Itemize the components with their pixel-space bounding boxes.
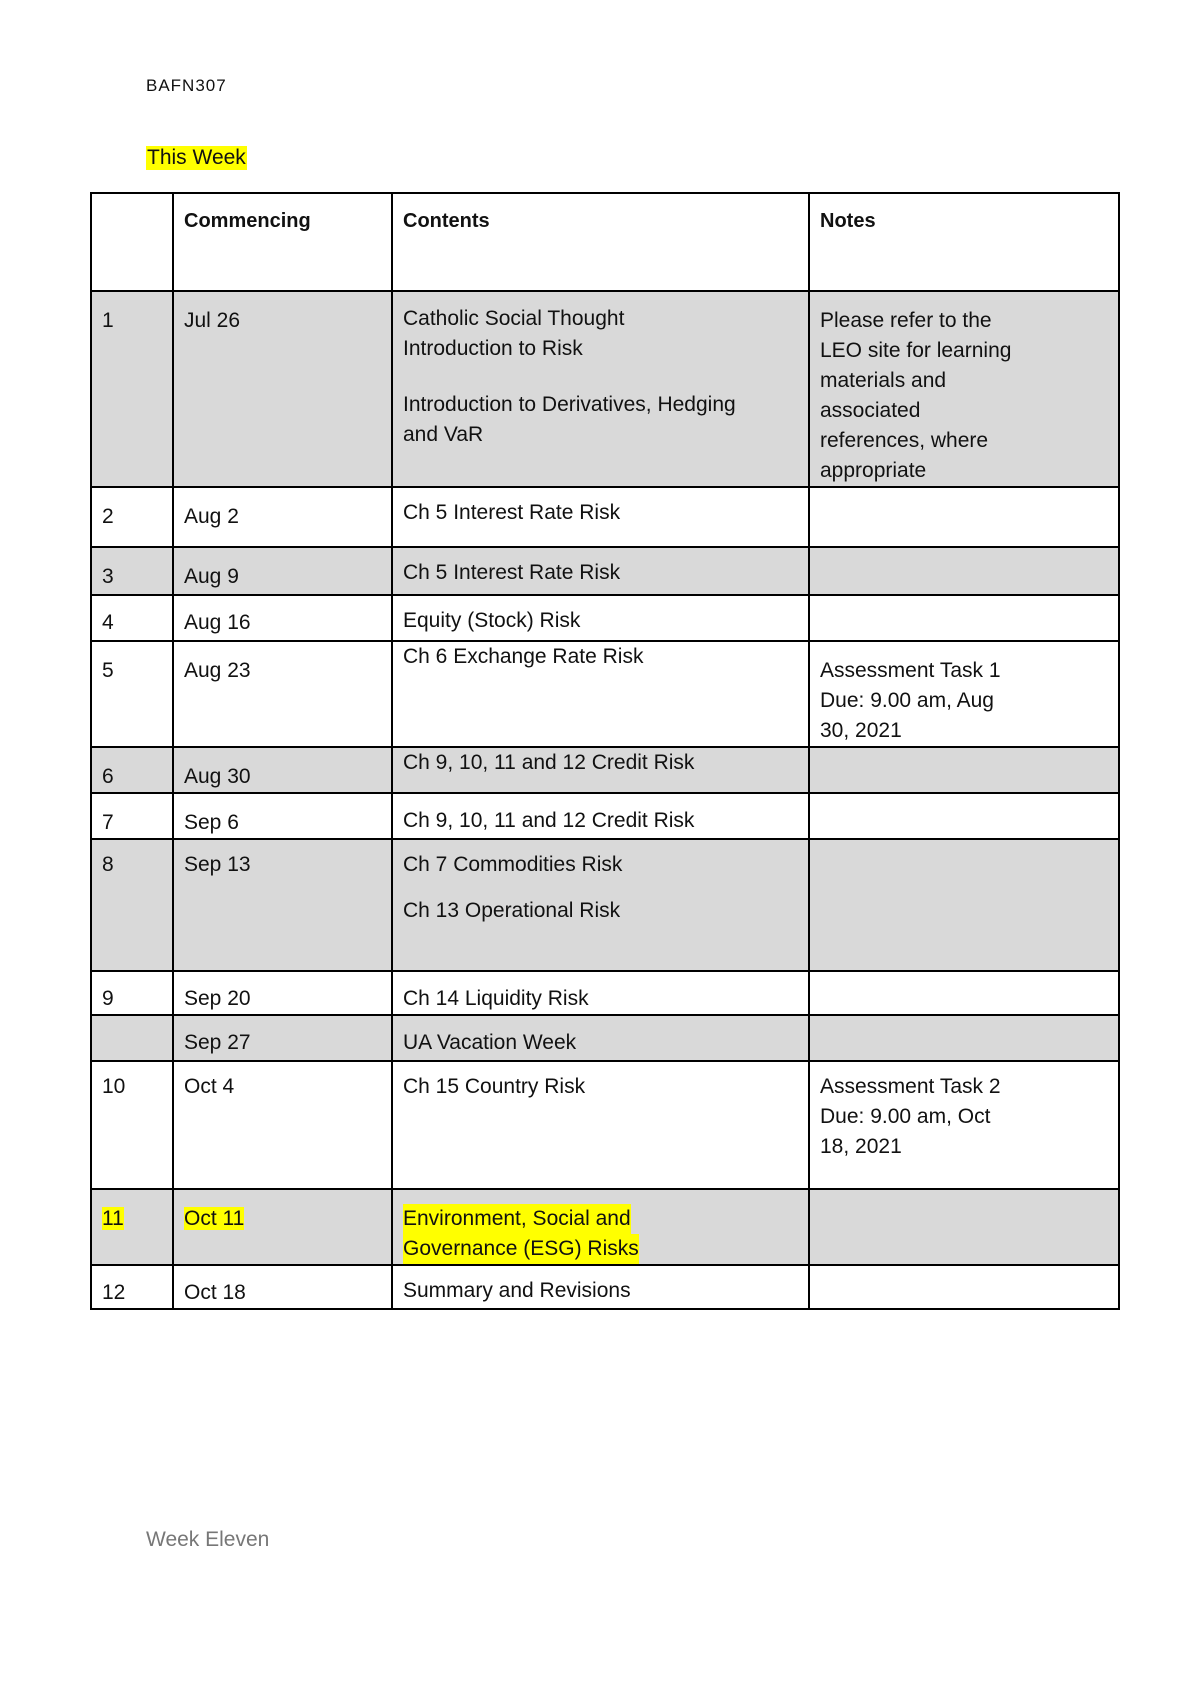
table-row [91, 547, 1119, 595]
notes-cell [809, 291, 1119, 487]
notes-cell [809, 547, 1119, 595]
commencing-date: Sep 13 [173, 839, 392, 971]
commencing-date: Oct 4 [173, 1061, 392, 1189]
table-row [91, 839, 1119, 971]
notes-line: Due: 9.00 am, Oct [820, 1105, 991, 1128]
footer-label: Week Eleven [146, 1528, 270, 1551]
week-number: 2 [91, 487, 173, 547]
week-number: 9 [91, 971, 173, 1015]
contents-line: Introduction to Derivatives, Hedging [403, 393, 736, 416]
table-row [91, 971, 1119, 1015]
contents-cell: Ch 5 Interest Rate Risk [392, 547, 809, 595]
week-number [91, 1015, 173, 1061]
commencing-date: Aug 16 [173, 595, 392, 641]
header-notes: Notes [809, 193, 1119, 291]
contents-cell [392, 839, 809, 971]
week-number: 8 [91, 839, 173, 971]
contents-cell: Ch 9, 10, 11 and 12 Credit Risk [392, 747, 809, 793]
table-row [91, 487, 1119, 547]
contents-cell [392, 291, 809, 487]
notes-cell [809, 839, 1119, 971]
course-code: BAFN307 [146, 76, 227, 95]
notes-line: associated [820, 399, 921, 422]
table-row [91, 793, 1119, 839]
notes-line: 18, 2021 [820, 1135, 902, 1158]
commencing-date: Sep 20 [173, 971, 392, 1015]
contents-cell: Ch 6 Exchange Rate Risk [392, 641, 809, 747]
notes-cell [809, 1015, 1119, 1061]
notes-cell [809, 1265, 1119, 1309]
commencing-date [173, 1189, 392, 1265]
this-week-label: This Week [147, 146, 246, 169]
contents-cell: UA Vacation Week [392, 1015, 809, 1061]
notes-line: Assessment Task 2 [820, 1075, 1001, 1098]
table-row [91, 1265, 1119, 1309]
table-row [91, 595, 1119, 641]
contents-cell: Ch 15 Country Risk [392, 1061, 809, 1189]
table-row [91, 1061, 1119, 1189]
notes-cell [809, 487, 1119, 547]
notes-cell [809, 793, 1119, 839]
contents-cell [392, 1189, 809, 1265]
contents-cell: Summary and Revisions [392, 1265, 809, 1309]
contents-cell: Ch 5 Interest Rate Risk [392, 487, 809, 547]
table-row [91, 641, 1119, 747]
contents-line: Governance (ESG) Risks [403, 1234, 639, 1264]
schedule-table [90, 192, 1120, 1310]
commencing-date: Sep 27 [173, 1015, 392, 1061]
week-number: 12 [91, 1265, 173, 1309]
notes-line: Assessment Task 1 [820, 659, 1001, 682]
table-row [91, 1015, 1119, 1061]
header-contents: Contents [392, 193, 809, 291]
contents-line: Introduction to Risk [403, 337, 583, 360]
week-number: 5 [91, 641, 173, 747]
notes-line: references, where [820, 429, 989, 452]
commencing-date: Oct 18 [173, 1265, 392, 1309]
table-header-row [91, 193, 1119, 291]
week-number: 1 [91, 291, 173, 487]
header-commencing: Commencing [173, 193, 392, 291]
notes-cell [809, 747, 1119, 793]
contents-cell: Ch 9, 10, 11 and 12 Credit Risk [392, 793, 809, 839]
commencing-date: Aug 23 [173, 641, 392, 747]
notes-line: appropriate [820, 459, 927, 482]
notes-cell [809, 595, 1119, 641]
date-highlight: Oct 11 [184, 1207, 245, 1230]
commencing-date: Aug 30 [173, 747, 392, 793]
notes-line: 30, 2021 [820, 719, 902, 742]
week-number-highlight: 11 [102, 1207, 124, 1230]
week-number: 4 [91, 595, 173, 641]
commencing-date: Aug 9 [173, 547, 392, 595]
notes-line: LEO site for learning [820, 339, 1012, 362]
notes-line: Please refer to the [820, 309, 992, 332]
table-row [91, 291, 1119, 487]
contents-line: Environment, Social and [403, 1204, 631, 1234]
contents-line: Ch 13 Operational Risk [403, 899, 621, 922]
contents-cell: Equity (Stock) Risk [392, 595, 809, 641]
notes-cell [809, 641, 1119, 747]
commencing-date: Sep 6 [173, 793, 392, 839]
notes-cell [809, 1189, 1119, 1265]
notes-line: Due: 9.00 am, Aug [820, 689, 994, 712]
week-number: 10 [91, 1061, 173, 1189]
contents-line: Ch 7 Commodities Risk [403, 853, 623, 876]
commencing-date: Jul 26 [173, 291, 392, 487]
commencing-date: Aug 2 [173, 487, 392, 547]
week-number [91, 1189, 173, 1265]
contents-line: Catholic Social Thought [403, 307, 625, 330]
notes-line: materials and [820, 369, 947, 392]
week-number: 3 [91, 547, 173, 595]
table-row [91, 747, 1119, 793]
contents-cell: Ch 14 Liquidity Risk [392, 971, 809, 1015]
week-number: 6 [91, 747, 173, 793]
notes-cell [809, 1061, 1119, 1189]
table-row-current-week [91, 1189, 1119, 1265]
header-week [91, 193, 173, 291]
contents-line: and VaR [403, 423, 484, 446]
notes-cell [809, 971, 1119, 1015]
week-number: 7 [91, 793, 173, 839]
